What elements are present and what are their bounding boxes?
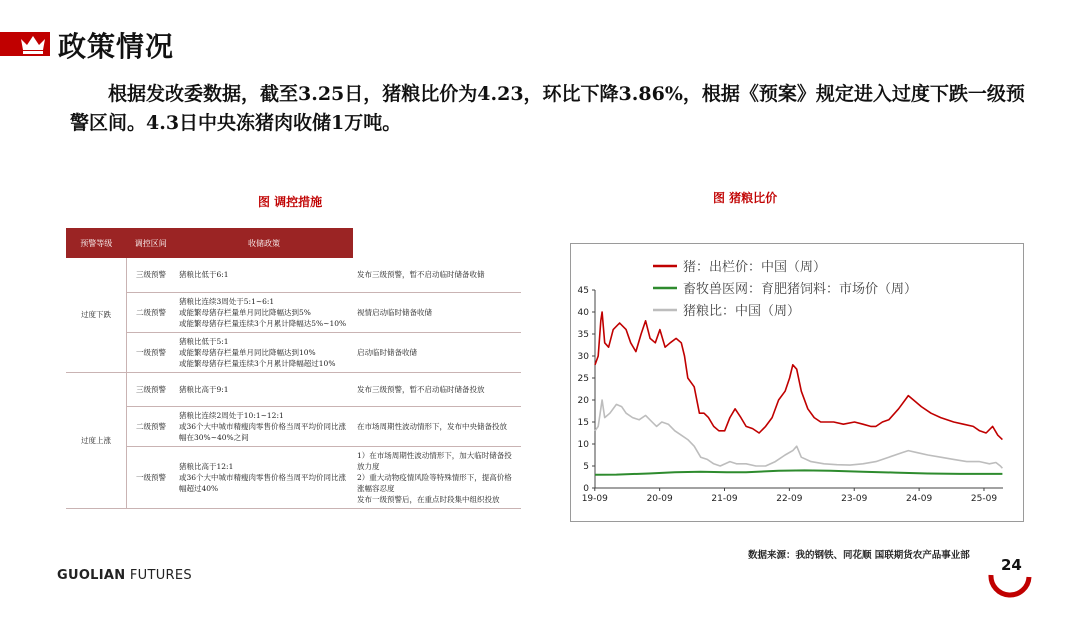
x-tick-label: 23-09 — [841, 494, 868, 504]
chart-caption: 图 猪粮比价 — [713, 191, 778, 205]
series-line-0 — [595, 312, 1002, 440]
page-number: 24 — [1001, 556, 1022, 574]
level-cell: 二级预警 — [127, 406, 176, 446]
policy-cell: 启动临时储备收储 — [353, 332, 521, 372]
series-line-1 — [595, 470, 1002, 474]
y-tick-label: 20 — [577, 396, 589, 406]
header-level: 预警等级 — [66, 228, 127, 258]
table-row — [66, 292, 521, 332]
level-cell: 二级预警 — [127, 292, 176, 332]
group-cell: 过度下跌 — [66, 258, 127, 372]
table-row — [66, 406, 521, 446]
table-body — [66, 258, 521, 508]
logo-bold: GUOLIAN — [57, 568, 126, 583]
legend-label-1: 畜牧兽医网：育肥猪饲料：市场价（周） — [683, 282, 918, 297]
chart-canvas — [571, 244, 1023, 521]
group-cell: 过度上涨 — [66, 372, 127, 508]
policy-cell: 发布三级预警，暂不启动临时储备投放 — [353, 372, 521, 406]
y-tick-label: 45 — [577, 286, 589, 296]
policy-table — [66, 228, 521, 509]
table-row — [66, 446, 521, 508]
range-cell: 猪粮比低于5:1 或能繁母猪存栏量单月同比降幅达到10% 或能繁母猪存栏量连续3个月累计降幅超过10% — [175, 332, 353, 372]
legend-label-2: 猪粮比：中国（周） — [683, 304, 801, 319]
range-cell: 猪粮比连续2周处于10:1~12:1 或36个大中城市精瘦肉零售价格当周平均价同比涨 幅在30%~40%之间 — [175, 406, 353, 446]
policy-cell: 1）在市场周期性波动情形下，加大临时储备投放力度 2）重大动物疫情风险等特殊情形下，提高价格涨幅容忍度 发布一级预警后，在重点时段集中组织投放 — [353, 446, 521, 508]
x-tick-label: 21-09 — [711, 494, 738, 504]
range-cell: 猪粮比高于9:1 — [175, 372, 353, 406]
range-cell: 猪粮比低于6:1 — [175, 258, 353, 292]
range-cell: 猪粮比连续3周处于5:1~6:1 或能繁母猪存栏量单月同比降幅达到5% 或能繁母猪存栏量连续3个月累计降幅达5%~10% — [175, 292, 353, 332]
level-cell: 三级预警 — [127, 258, 176, 292]
logo-rest: FUTURES — [125, 568, 192, 583]
y-tick-label: 25 — [577, 374, 589, 384]
header-range: 调控区间 — [127, 228, 176, 258]
data-source: 数据来源：我的钢铁、同花顺 国联期货农产品事业部 — [748, 550, 970, 561]
x-tick-label: 20-09 — [646, 494, 673, 504]
series-line-2 — [595, 400, 1002, 468]
policy-cell: 在市场周期性波动情形下，发布中央储备投放 — [353, 406, 521, 446]
x-tick-label: 22-09 — [776, 494, 803, 504]
table-row — [66, 372, 521, 406]
crown-icon — [19, 33, 47, 55]
table-row — [66, 258, 521, 292]
y-tick-label: 40 — [577, 308, 589, 318]
intro-paragraph: 根据发改委数据，截至3.25日，猪粮比价为4.23，环比下降3.86%，根据《预案》规定进入过度下跌一级预警区间。4.3日中央冻猪肉收储1万吨。 — [70, 83, 1025, 134]
page-title: 政策情况 — [58, 30, 175, 63]
legend-label-0: 猪：出栏价：中国（周） — [683, 260, 827, 275]
y-tick-label: 15 — [577, 418, 589, 428]
level-cell: 一级预警 — [127, 446, 176, 508]
policy-cell: 视情启动临时储备收储 — [353, 292, 521, 332]
header-policy: 收储政策 — [175, 228, 353, 258]
company-logo — [57, 568, 192, 583]
y-tick-label: 5 — [583, 462, 589, 472]
y-tick-label: 35 — [577, 330, 589, 340]
policy-cell: 发布三级预警，暂不启动临时储备收储 — [353, 258, 521, 292]
table-caption: 图 调控措施 — [258, 195, 323, 209]
y-tick-label: 10 — [577, 440, 589, 450]
level-cell: 三级预警 — [127, 372, 176, 406]
y-tick-label: 0 — [583, 484, 589, 494]
level-cell: 一级预警 — [127, 332, 176, 372]
pig-grain-ratio-chart — [570, 243, 1024, 522]
range-cell: 猪粮比高于12:1 或36个大中城市精瘦肉零售价格当周平均价同比涨 幅超过40% — [175, 446, 353, 508]
x-tick-label: 25-09 — [970, 494, 998, 504]
x-tick-label: 19-09 — [581, 494, 608, 504]
table-row — [66, 332, 521, 372]
y-tick-label: 30 — [577, 352, 589, 362]
x-tick-label: 24-09 — [906, 494, 933, 504]
table-header-row — [66, 228, 521, 258]
